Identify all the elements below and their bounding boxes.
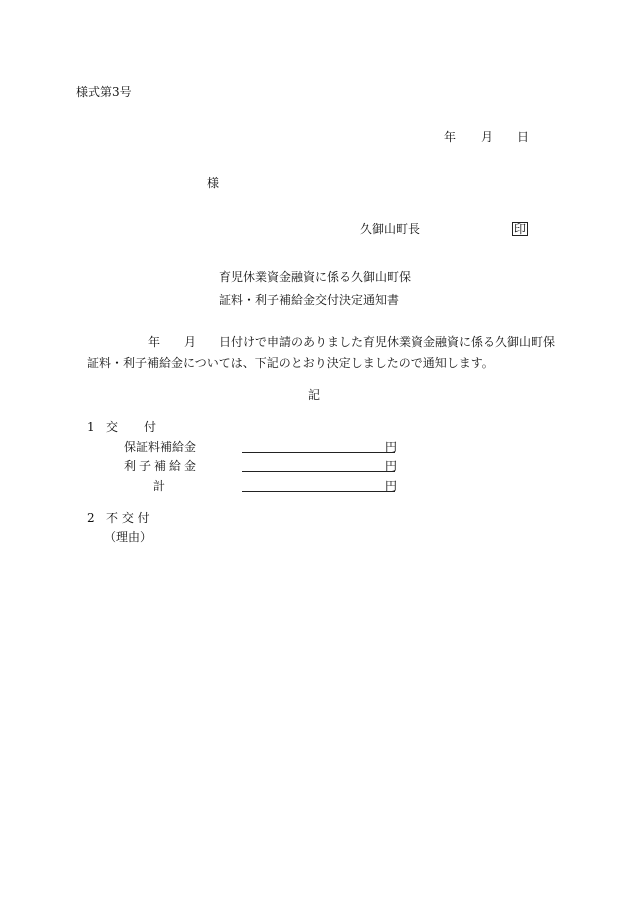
item-unit-total: 円 [385,479,398,493]
date-day: 日 [517,130,530,144]
item-label-guarantee-fee: 保証料補給金 [124,440,197,454]
amount-line-total [242,491,395,492]
document-title-line1: 育児休業資金融資に係る久御山町保 [219,270,412,284]
body-text-line1: 日付けで申請のありました育児休業資金融資に係る久御山町保 [219,335,556,349]
document-title-line2: 証料・利子補給金交付決定通知書 [219,293,400,307]
body-month: 月 [184,335,197,349]
date-month: 月 [481,130,494,144]
item-unit-guarantee-fee: 円 [385,440,398,454]
form-number: 様式第3号 [76,85,132,99]
date-year: 年 [444,130,457,144]
section1-number: 1 [87,420,95,434]
item-label-interest-subsidy: 利子補給金 [124,459,200,473]
section1-heading-a: 交 [106,420,119,434]
section2-number: 2 [87,511,95,525]
ki-heading: 記 [308,388,321,402]
section2-heading: 不 交 付 [106,511,150,525]
seal-mark: 印 [514,222,527,236]
body-text-line2: 証料・利子補給金については、下記のとおり決定しましたので通知します。 [87,356,494,370]
item-label-total: 計 [153,479,166,493]
section2-reason-label: （理由） [104,530,153,544]
section1-heading-b: 付 [144,420,157,434]
amount-line-guarantee-fee [242,452,395,453]
addressee-honorific: 様 [207,176,220,190]
body-year: 年 [148,335,161,349]
amount-line-interest-subsidy [242,471,395,472]
issuer-name: 久御山町長 [360,222,421,236]
item-unit-interest-subsidy: 円 [385,459,398,473]
